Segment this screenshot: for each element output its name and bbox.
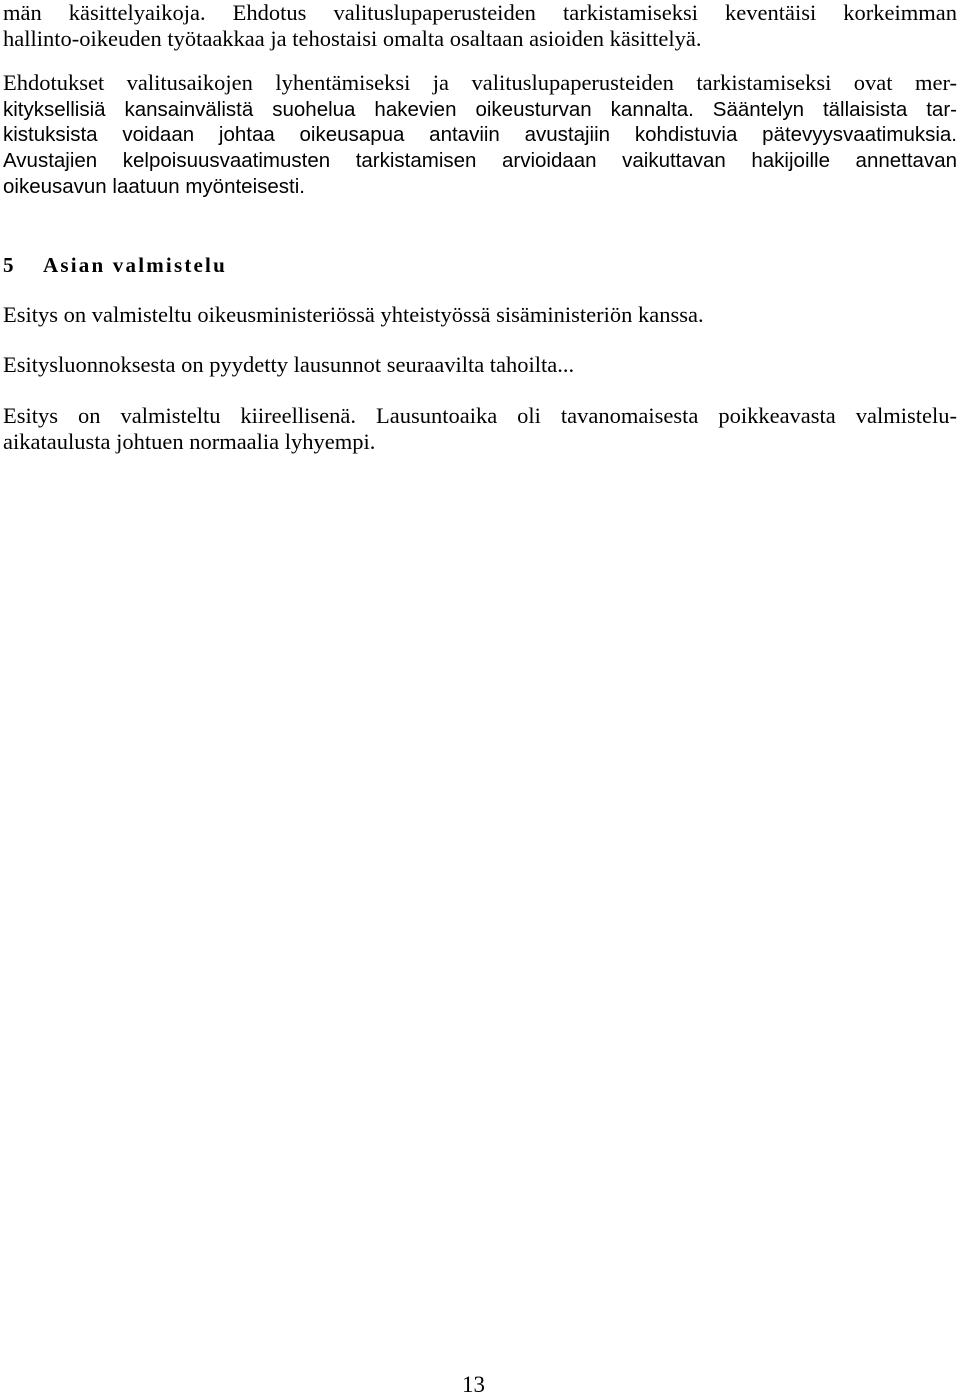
paragraph-2-line-4: Avustajien kelpoisuusvaatimusten tarkistamisen arvioidaan vaikuttavan hakijoille annettavan: [3, 149, 957, 172]
paragraph-3-line-1: Esitys on valmisteltu oikeusministeriössä yhteistyössä sisäministeriön kanssa.: [3, 302, 704, 327]
paragraph-5-line-1: Esitys on valmisteltu kiireellisenä. Lausuntoaika oli tavanomaisesta poikkeavasta valmistelu-: [3, 403, 957, 428]
paragraph-2-line-2: [3, 96, 957, 122]
paragraph-2-line-2-tail: Sääntelyn tällaisista tar-: [712, 98, 957, 121]
section-number: 5: [3, 253, 16, 277]
paragraph-2-line-1: Ehdotukset valitusaikojen lyhentämiseksi ja valituslupaperusteiden tarkistamiseksi ovat mer-: [3, 70, 957, 95]
paragraph-1: [3, 0, 957, 52]
section-title: Asian valmistelu: [43, 253, 227, 277]
paragraph-5-line-2: aikataulusta johtuen normaalia lyhyempi.: [3, 429, 376, 454]
paragraph-1-line-2: hallinto-oikeuden työtaakkaa ja tehostaisi omalta osaltaan asioiden käsittelyä.: [3, 26, 702, 51]
paragraph-4-line-1: Esitysluonnoksesta on pyydetty lausunnot seuraavilta tahoilta...: [3, 352, 575, 377]
section-heading: [3, 252, 227, 278]
paragraph-2-line-3: kistuksista voidaan johtaa oikeusapua antaviin avustajiin kohdistuvia pätevyysvaatimuksia.: [3, 123, 957, 146]
paragraph-2: [3, 70, 957, 200]
page-number: 13: [462, 1372, 485, 1397]
paragraph-2-line-2-head: kityksellisiä kansainvälistä suohelua hakevien oikeusturvan kannalta.: [3, 98, 694, 121]
paragraph-4: [3, 352, 957, 378]
paragraph-2-line-5: oikeusavun laatuun myönteisesti.: [3, 175, 305, 198]
paragraph-1-line-1: män käsittelyaikoja. Ehdotus valituslupaperusteiden tarkistamiseksi keventäisi korkeimman: [3, 0, 957, 25]
paragraph-3: [3, 302, 957, 328]
paragraph-5: [3, 403, 957, 455]
